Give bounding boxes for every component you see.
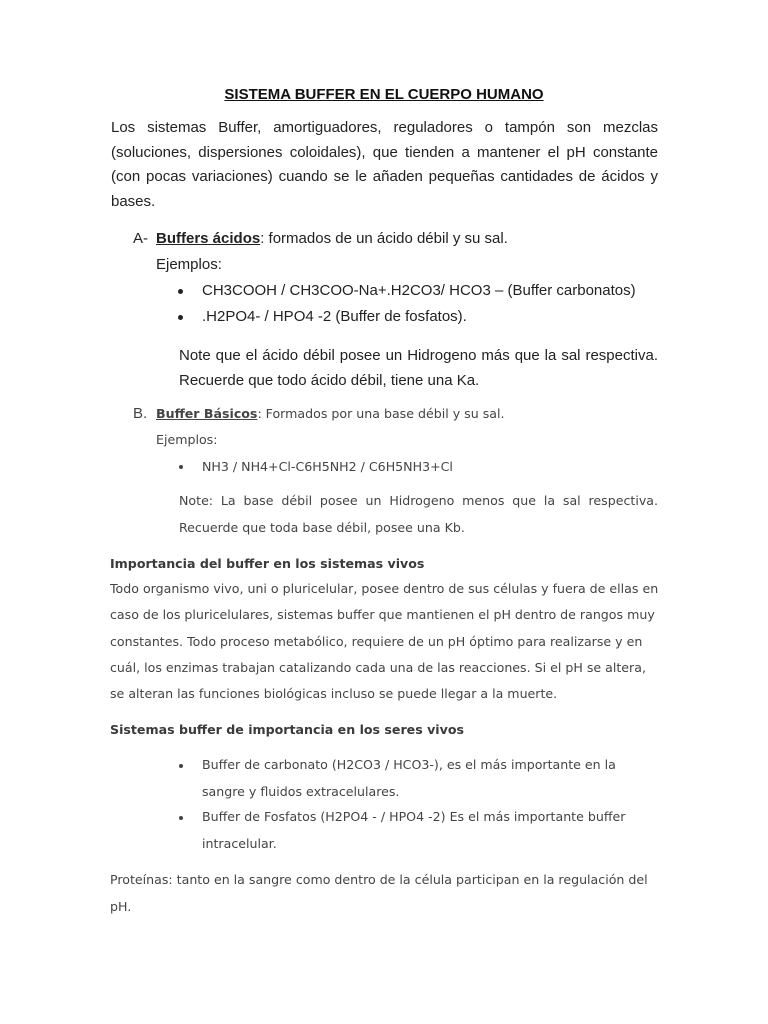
bullet-icon [178, 289, 183, 294]
section-b-note: Note: La base débil posee un Hidrogeno menos que la sal respectiva. Recuerde que toda base débil, posee una Kb. [179, 493, 658, 535]
section-a-bullet-1: CH3COOH / CH3COO-Na+.H2CO3/ HCO3 – (Buffer carbonatos) [202, 282, 636, 299]
systems-heading: Sistemas buffer de importancia en los seres vivos [110, 722, 464, 737]
importance-heading: Importancia del buffer en los sistemas vivos [110, 556, 425, 571]
bullet-icon [178, 315, 183, 320]
intro-paragraph: Los sistemas Buffer, amortiguadores, reguladores o tampón son mezclas (soluciones, dispersiones coloidales), que tienden a mantener el pH constante (con pocas variaciones) cuando se le añaden pequeñas cantidades de ácidos y bases. [111, 119, 658, 210]
section-a-bullet-2: .H2PO4- / HPO4 -2 (Buffer de fosfatos). [202, 308, 467, 325]
proteins-paragraph: Proteínas: tanto en la sangre como dentro de la célula participan en la regulación del pH. [110, 872, 648, 914]
systems-bullet-2: Buffer de Fosfatos (H2PO4 - / HPO4 -2) Es el más importante buffer intracelular. [202, 809, 626, 851]
section-a-examples-label: Ejemplos: [156, 256, 222, 273]
bullet-icon [179, 816, 183, 820]
importance-body: Todo organismo vivo, uni o pluricelular, posee dentro de sus células y fuera de ellas en caso de los pluricelulares, sistemas buffer que mantienen el pH dentro de rangos muy constantes. Todo proceso metabólico, requiere de un pH óptimo para realizarse y en cuál, los enzimas trabajan catalizando cada una de las reacciones. Si el pH se altera, se alteran las funciones biológicas incluso se puede llegar a la muerte. [110, 581, 659, 702]
section-b-bullet-1: NH3 / NH4+Cl-C6H5NH2 / C6H5NH3+Cl [202, 459, 453, 474]
section-b-examples-label: Ejemplos: [156, 432, 218, 447]
section-b-heading-line [156, 406, 505, 421]
section-a-marker: A- [133, 230, 148, 247]
systems-bullet-1: Buffer de carbonato (H2CO3 / HCO3-), es el más importante en la sangre y fluidos extracelulares. [202, 757, 616, 799]
bullet-icon [179, 764, 183, 768]
page-title: SISTEMA BUFFER EN EL CUERPO HUMANO [224, 86, 544, 103]
section-b-heading: Buffer Básicos [156, 406, 258, 421]
section-a-heading: Buffers ácidos [156, 230, 261, 247]
section-b-heading-rest: : Formados por una base débil y su sal. [257, 406, 505, 421]
section-a-heading-rest: : formados de un ácido débil y su sal. [260, 230, 508, 247]
section-a-note: Note que el ácido débil posee un Hidrogeno más que la sal respectiva. Recuerde que todo ácido débil, tiene una Ka. [179, 347, 658, 389]
bullet-icon [179, 465, 183, 469]
section-b-marker: B. [133, 405, 148, 422]
section-a-heading-line [156, 230, 508, 247]
